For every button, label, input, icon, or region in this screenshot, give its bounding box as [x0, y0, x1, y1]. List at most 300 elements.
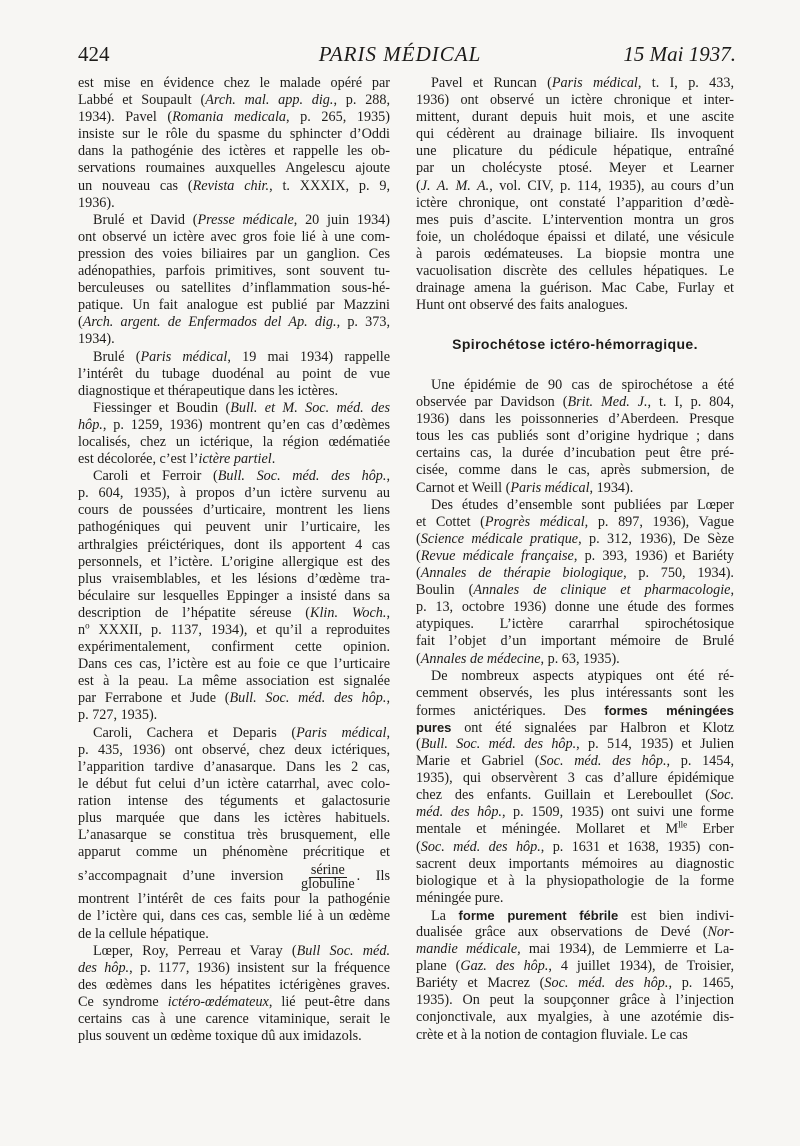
paragraph [416, 497, 734, 668]
italic-citation: Bull. et M. Soc. méd. des [230, 399, 390, 416]
text-run: certains cas, la durée d’incubation peut être pré- [416, 445, 734, 462]
text-line [78, 331, 390, 348]
text-run: Boulin ( [416, 582, 474, 599]
text-run: est bien indivi- [618, 907, 734, 924]
italic-citation: hôp. [78, 416, 103, 433]
italic-citation: méd. des hôp. [416, 804, 502, 821]
text-run: Pavel et Runcan ( [431, 75, 552, 91]
text-line [78, 1011, 390, 1028]
text-run: , p. 373, [336, 314, 390, 331]
text-line [78, 485, 390, 502]
text-line [78, 417, 390, 434]
text-run: qui cédèrent au drainage biliaire. Ils invoquent [416, 126, 734, 143]
text-run: patique. Un fait analogue est publié par Mazzini [78, 297, 390, 314]
italic-citation: Brit. Med. J. [567, 394, 648, 411]
text-line [78, 908, 390, 925]
text-line [416, 941, 734, 958]
text-run: plus marquée que dans les ictères habituels. [78, 810, 390, 827]
text-run: dans la pathogénie des ictères et rappelle les ob- [78, 143, 390, 160]
italic-citation: Soc. méd. des hôp. [539, 753, 667, 770]
text-run: 1935), qui observèrent 3 cas d’allure épidémique [416, 770, 734, 787]
text-line [78, 622, 390, 639]
text-line [416, 668, 734, 685]
text-run: pression des voies biliaires par un ganglion. Ces [78, 245, 390, 262]
text-line [78, 977, 390, 994]
text-run: Hunt ont observé des faits analogues. [416, 297, 628, 314]
text-run: , t. I, p. 804, [647, 394, 735, 411]
italic-citation: Bull. Soc. méd. des hôp. [229, 690, 387, 707]
text-run: Marie et Gabriel ( [416, 753, 540, 770]
italic-citation: ictère partiel [198, 451, 272, 468]
text-line [416, 428, 734, 445]
text-line [416, 685, 734, 702]
text-run: insiste sur le rôle du spasme du sphincter d’Oddi [78, 126, 390, 143]
text-run: , p. 265, 1935) [286, 109, 390, 126]
text-line [416, 212, 734, 229]
text-run: 1935). On peut la soupçonner grâce à l’injection [416, 992, 734, 1009]
text-line [416, 992, 734, 1009]
text-line [78, 160, 390, 177]
text-line [416, 246, 734, 263]
paragraph [416, 75, 734, 314]
text-run: plus vraisemblables, et les lésions d’œdème tra- [78, 570, 390, 587]
text-run: localisés, chez un ictérique, la région œdématiée [78, 433, 390, 450]
paragraph [78, 725, 390, 943]
paragraph [78, 943, 390, 1046]
text-run: montrent l’intérêt de ces faits pour la pathogénie [78, 891, 390, 908]
text-line [78, 212, 390, 229]
text-line [416, 1009, 734, 1026]
text-run: le début fut celui d’un ictère catarrhal, avec colo- [78, 775, 390, 792]
italic-citation: J. A. M. A. [420, 177, 490, 194]
bold-term: formes méningées [604, 702, 734, 718]
italic-citation: Revue médicale française [420, 547, 574, 564]
text-run: berculeuses ou satellites d’inflammation sous-hé- [78, 280, 390, 297]
text-run: 1936) ont observé un ictère chronique et inter- [416, 92, 734, 109]
text-run: . [271, 451, 276, 468]
text-line [78, 143, 390, 160]
text-line [78, 537, 390, 554]
italic-citation: Nor- [707, 924, 734, 940]
text-run: ( [78, 314, 83, 331]
text-run: certains cas à une carence vitaminique, serait le [78, 1010, 390, 1027]
text-line [416, 787, 734, 804]
text-line [78, 656, 390, 673]
text-line [416, 263, 734, 280]
text-line [78, 229, 390, 246]
paragraph [78, 75, 390, 212]
italic-citation: Paris médical [140, 348, 228, 365]
paragraph [416, 907, 734, 1044]
text-run: 1934). [78, 331, 115, 348]
text-run: , vol. CIV, p. 114, 1935), au cours d’un [489, 177, 734, 194]
left-column [78, 75, 390, 1045]
text-run: cemment observés, les plus intéressants sont les [416, 684, 734, 701]
text-line [78, 639, 390, 656]
text-run: crète et à la notion de contagion fluviale. Le cas [416, 1026, 688, 1043]
fraction-numerator: sérine [310, 861, 345, 878]
text-run: chez des enfants. Guillain et Lereboullet ( [416, 787, 710, 804]
text-run: La [431, 907, 459, 924]
text-line [78, 92, 390, 109]
text-run: plane ( [416, 958, 461, 975]
text-run: cisée, comme dans le cas, après submersion, de [416, 462, 734, 479]
text-line [416, 480, 734, 497]
text-run: l’intérêt du tubage duodénal au point de vue [78, 365, 390, 382]
text-line [416, 616, 734, 633]
italic-citation: Soc. [709, 787, 734, 804]
text-run: , p. 393, 1936) et Bariéty [573, 547, 734, 564]
italic-citation: Soc. méd. des hôp. [420, 838, 541, 855]
text-line [78, 502, 390, 519]
fraction-denominator: globuline [301, 875, 355, 892]
text-line [416, 582, 734, 599]
italic-citation: Arch. argent. de Enfermados del Ap. dig. [82, 314, 337, 331]
bold-term: forme purement fébrile [458, 907, 619, 923]
text-run: ( [416, 838, 421, 855]
superscript: o [85, 620, 90, 631]
text-run: vacuolisation discrète des cellules hépatiques. Le [416, 263, 734, 280]
text-run: servations roumaines auxquelles Angelescu ajoute [78, 160, 390, 177]
text-line [78, 519, 390, 536]
text-run: , p. 1631 et 1638, 1935) con- [540, 838, 734, 855]
text-run: est décolorée, c’est l’ [78, 451, 199, 468]
text-line [78, 314, 390, 331]
text-run: dualisée grâce aux observations de Devé ( [416, 924, 708, 940]
text-line [416, 178, 734, 195]
text-run: p. 604, 1935), à propos d’un ictère survenu au [78, 485, 390, 502]
text-run: De nombreux aspects atypiques ont été ré- [431, 667, 734, 684]
text-run: , [386, 724, 390, 741]
text-line [78, 827, 390, 844]
text-run: , [730, 582, 734, 599]
text-run: Caroli, Cachera et Deparis ( [93, 724, 297, 741]
italic-citation: Annales de thérapie biologique [420, 565, 624, 582]
text-line [78, 297, 390, 314]
text-line [416, 126, 734, 143]
text-line [78, 75, 390, 92]
superscript: lle [678, 819, 688, 830]
text-run: , 1934). [589, 479, 634, 496]
paragraph [416, 377, 734, 497]
italic-citation: mandie médicale [416, 941, 518, 958]
text-run: à parois œdémateuses. La biopsie montra une [416, 245, 734, 262]
text-line [416, 195, 734, 212]
text-line [78, 673, 390, 690]
text-run: biologique et à la physiopathologie de la forme [416, 872, 734, 889]
text-run: Fiessinger et Boudin ( [93, 399, 231, 416]
text-line [78, 280, 390, 297]
text-line [78, 926, 390, 943]
paragraph [416, 668, 734, 907]
text-line [78, 400, 390, 417]
text-run: ( [416, 565, 421, 582]
text-run: plus souvent un œdème toxique dû aux imidazols. [78, 1028, 362, 1045]
fraction [301, 861, 355, 892]
text-run: 1934). Pavel ( [78, 109, 173, 126]
bold-term: pures [416, 719, 452, 735]
text-run: adénopathies, parfois primitives, sont souvent tu- [78, 263, 390, 280]
text-run: fait l’objet d’un important mémoire de Brulé [416, 633, 734, 650]
italic-citation: Annales de clinique et pharmacologie [473, 582, 731, 599]
text-line [416, 229, 734, 246]
text-run: de l’ictère qui, dans ces cas, semble lié à un œdème [78, 908, 390, 925]
text-run: Bariéty et Macrez ( [416, 975, 545, 992]
text-run: , p. 897, 1936), Vague [584, 513, 734, 530]
italic-citation: des hôp. [78, 959, 130, 976]
text-run: , p. 750, 1934). [623, 565, 734, 582]
text-line [416, 531, 734, 548]
text-line [78, 571, 390, 588]
text-line [78, 861, 390, 891]
text-run: expérimentalement, confirment cette opinion. [78, 639, 390, 656]
text-line [416, 548, 734, 565]
text-run: ( [416, 735, 421, 752]
text-run: une plicature du pédicule hépatique, entraîné [416, 143, 734, 160]
text-run: , 20 juin 1934) [293, 211, 390, 228]
text-line [416, 565, 734, 582]
text-run: drainage amena la guérison. Mac Cabe, Furlay et [416, 280, 734, 297]
text-line [78, 126, 390, 143]
text-line [78, 554, 390, 571]
text-line [416, 143, 734, 160]
italic-citation: Klin. Woch. [310, 604, 387, 621]
text-line [78, 109, 390, 126]
text-run: Brulé ( [93, 348, 141, 365]
text-run: Ce syndrome [78, 993, 168, 1010]
text-line [416, 633, 734, 650]
text-run: , p. 514, 1935) et Julien [576, 735, 734, 752]
text-run: Des études d’ensemble sont publiées par Lœper [431, 496, 734, 513]
text-line [416, 770, 734, 787]
text-run: conjonctivale, aux myalgies, à une azotémie dis- [416, 1009, 734, 1026]
text-line [416, 297, 734, 314]
text-run: des œdèmes dans les hépatites ictérigènes graves. [78, 976, 390, 993]
text-run: mes puis d’ascite. L’intervention montra un gros [416, 211, 734, 228]
text-run: est mise en évidence chez le malade opéré par [78, 75, 390, 91]
text-run: Caroli et Ferroir ( [93, 468, 218, 485]
text-run: p. 13, octobre 1936) donne une étude des formes [416, 599, 734, 616]
text-line [78, 178, 390, 195]
italic-citation: Annales de médecine [420, 650, 541, 667]
text-run: cours de poussées d’urticaire, montrent les liens [78, 502, 390, 519]
italic-citation: ictéro-œdémateux [167, 993, 269, 1010]
text-run: , p. 1177, 1936) insistent sur la fréquence [129, 959, 390, 976]
italic-citation: Presse médicale [197, 211, 294, 228]
text-line [78, 960, 390, 977]
text-line [78, 759, 390, 776]
text-run: est à la peau. La même association est signalée [78, 673, 390, 690]
text-run: , p. 1259, 1936) montrent qu’en cas d’œdèmes [102, 416, 390, 433]
text-run: 1936). [78, 194, 115, 211]
text-run: , 19 mai 1934) rappelle [227, 348, 391, 365]
text-run: de la cellule hépatique. [78, 925, 209, 942]
text-run: Une épidémie de 90 cas de spirochétose a été [431, 377, 734, 393]
italic-citation: Soc. méd. des hôp. [544, 975, 669, 992]
text-run: par Ferrabone et Jude ( [78, 690, 230, 707]
text-run: n [78, 622, 86, 638]
page-number: 424 [78, 42, 110, 66]
text-line [78, 891, 390, 908]
text-run: et Cottet ( [416, 513, 485, 530]
italic-citation: Bull Soc. méd. [296, 942, 390, 959]
text-run: , p. 1454, [666, 753, 734, 770]
text-line [416, 821, 734, 838]
italic-citation: Paris médical [510, 479, 590, 496]
italic-citation: Romania medicala [172, 109, 286, 126]
italic-citation: Gaz. des hôp. [460, 958, 549, 975]
text-line [78, 451, 390, 468]
text-line [416, 958, 734, 975]
text-run: description de l’hépatite séreuse ( [78, 604, 311, 621]
text-line [78, 943, 390, 960]
text-line [416, 497, 734, 514]
text-line [78, 793, 390, 810]
text-line [416, 890, 734, 907]
text-run: s’accompagnait d’une inversion [78, 868, 300, 885]
text-line [416, 462, 734, 479]
text-run: p. 727, 1935). [78, 707, 158, 724]
text-run: l’apparition tardive d’anasarque. Dans les 2 cas, [78, 758, 390, 775]
text-run: XXXII, p. 1137, 1934), et qu’il a reproduites [89, 622, 390, 638]
text-line [78, 383, 390, 400]
text-line [416, 394, 734, 411]
text-run: méningée pure. [416, 889, 504, 906]
text-run: ( [416, 177, 421, 194]
text-run: Carnot et Weill ( [416, 479, 511, 496]
text-line [416, 160, 734, 177]
italic-citation: Bull. Soc. méd. des hôp. [217, 468, 387, 485]
text-line [416, 907, 734, 924]
text-run: ( [416, 547, 421, 564]
issue-date: 15 Mai 1937. [623, 42, 736, 66]
text-line [78, 690, 390, 707]
text-line [78, 195, 390, 212]
text-run: , p. 312, 1936), De Sèze [578, 530, 734, 547]
paragraph [78, 212, 390, 349]
text-line [78, 434, 390, 451]
right-column-bottom [416, 377, 734, 1044]
italic-citation: Progrès médical [484, 513, 585, 530]
text-run: un nouveau cas ( [78, 177, 193, 194]
text-line [78, 776, 390, 793]
text-run: , lié peut-être dans [268, 993, 390, 1010]
section-heading: Spirochétose ictéro-hémorragique. [452, 336, 698, 352]
text-run: ont été signalées par Halbron et Klotz [451, 719, 734, 736]
paragraph [78, 468, 390, 724]
text-run: L’anasarque se constitua très brusquement, elle [78, 827, 390, 844]
text-line [78, 246, 390, 263]
text-line [78, 810, 390, 827]
text-run: ( [416, 650, 421, 667]
text-line [78, 1028, 390, 1045]
text-line [416, 873, 734, 890]
text-line [78, 844, 390, 861]
text-run: diagnostique et thérapeutique dans les ictères. [78, 382, 339, 399]
right-column-top [416, 75, 734, 314]
text-line [416, 924, 734, 941]
text-run: , p. 288, [333, 92, 391, 109]
text-line [416, 599, 734, 616]
text-run: , p. 1465, [668, 975, 734, 992]
text-line [416, 377, 734, 394]
text-run: , [386, 604, 390, 621]
text-line [416, 109, 734, 126]
text-line [416, 651, 734, 668]
text-run: béculaire sur lesquelles Eppinger a insisté dans sa [78, 587, 390, 604]
text-run: personnels, et l’ictère. L’origine allergique est des [78, 553, 390, 570]
text-line [416, 514, 734, 531]
text-run: mittent, durant depuis huit mois, et une ascite [416, 109, 734, 126]
text-run: arthralgies préictériques, dont ils apportent 4 cas [78, 536, 390, 553]
italic-citation: Arch. mal. app. dig. [205, 92, 334, 109]
text-run: foie, un cholédoque épaissi et dilaté, une vésicule [416, 228, 734, 245]
text-run: p. 435, 1936) ont observé, chez deux ictériques, [78, 741, 390, 758]
text-line [416, 839, 734, 856]
text-run: , t. XXXIX, p. 9, [269, 177, 391, 194]
text-run: . Ils [356, 868, 390, 885]
text-run: , [386, 468, 390, 485]
text-run: ont observé un ictère avec gros foie lié à une com- [78, 228, 390, 245]
text-run: Erber [687, 821, 735, 838]
text-run: , [386, 690, 390, 707]
paragraph [78, 349, 390, 400]
text-run: Brulé et David ( [93, 211, 198, 228]
text-run: atypiques. L’ictère cararrhal spirochétosique [416, 616, 734, 633]
text-line [78, 707, 390, 724]
text-line [416, 280, 734, 297]
text-run: , p. 63, 1935). [540, 650, 620, 667]
text-line [78, 994, 390, 1011]
italic-citation: Paris médical [551, 75, 638, 91]
text-line [416, 92, 734, 109]
text-run: pathogéniques qui peuvent unir l’urticaire, les [78, 519, 390, 536]
text-run: formes anictériques. Des [416, 702, 605, 719]
text-line [416, 753, 734, 770]
italic-citation: Revista chir. [192, 177, 270, 194]
text-line [78, 725, 390, 742]
text-run: , mai 1934), de Lemmierre et La- [517, 941, 734, 958]
text-run: , p. 1509, 1935) ont suivi une forme [501, 804, 734, 821]
text-run: observée par Davidson ( [416, 394, 568, 411]
text-line [416, 411, 734, 428]
text-run: ( [416, 530, 421, 547]
text-run: 1936) dans les poissonneries d’Aberdeen. Presque [416, 411, 734, 428]
text-run: tous les cas publiés sont d’origine hydrique ; dans [416, 428, 734, 445]
text-run: , t. I, p. 433, [637, 75, 735, 91]
text-run: , 4 juillet 1934), de Troisier, [548, 958, 734, 975]
text-line [78, 605, 390, 622]
paragraph [78, 400, 390, 468]
text-run: ration intense des téguments et galactosurie [78, 792, 390, 809]
text-run: mentale et méningée. Mollaret et M [416, 821, 679, 838]
text-run: Lœper, Roy, Perreau et Varay ( [93, 942, 297, 959]
text-line [416, 1027, 734, 1044]
italic-citation: Bull. Soc. méd. des hôp. [420, 735, 577, 752]
journal-title: PARIS MÉDICAL [318, 42, 482, 66]
text-line [416, 445, 734, 462]
text-line [78, 742, 390, 759]
text-line [78, 468, 390, 485]
text-run: sacrent deux importants mémoires au diagnostic [416, 855, 734, 872]
italic-citation: Science médicale pratique [420, 530, 579, 547]
text-run: Labbé et Soupault ( [78, 92, 206, 109]
text-run: ictère chronique, ont constaté l’apparition d’œdè- [416, 194, 734, 211]
text-line [416, 975, 734, 992]
text-run: Dans ces cas, l’ictère est au foie ce que l’urticaire [78, 656, 390, 673]
text-line [78, 263, 390, 280]
italic-citation: Paris médical [296, 724, 387, 741]
